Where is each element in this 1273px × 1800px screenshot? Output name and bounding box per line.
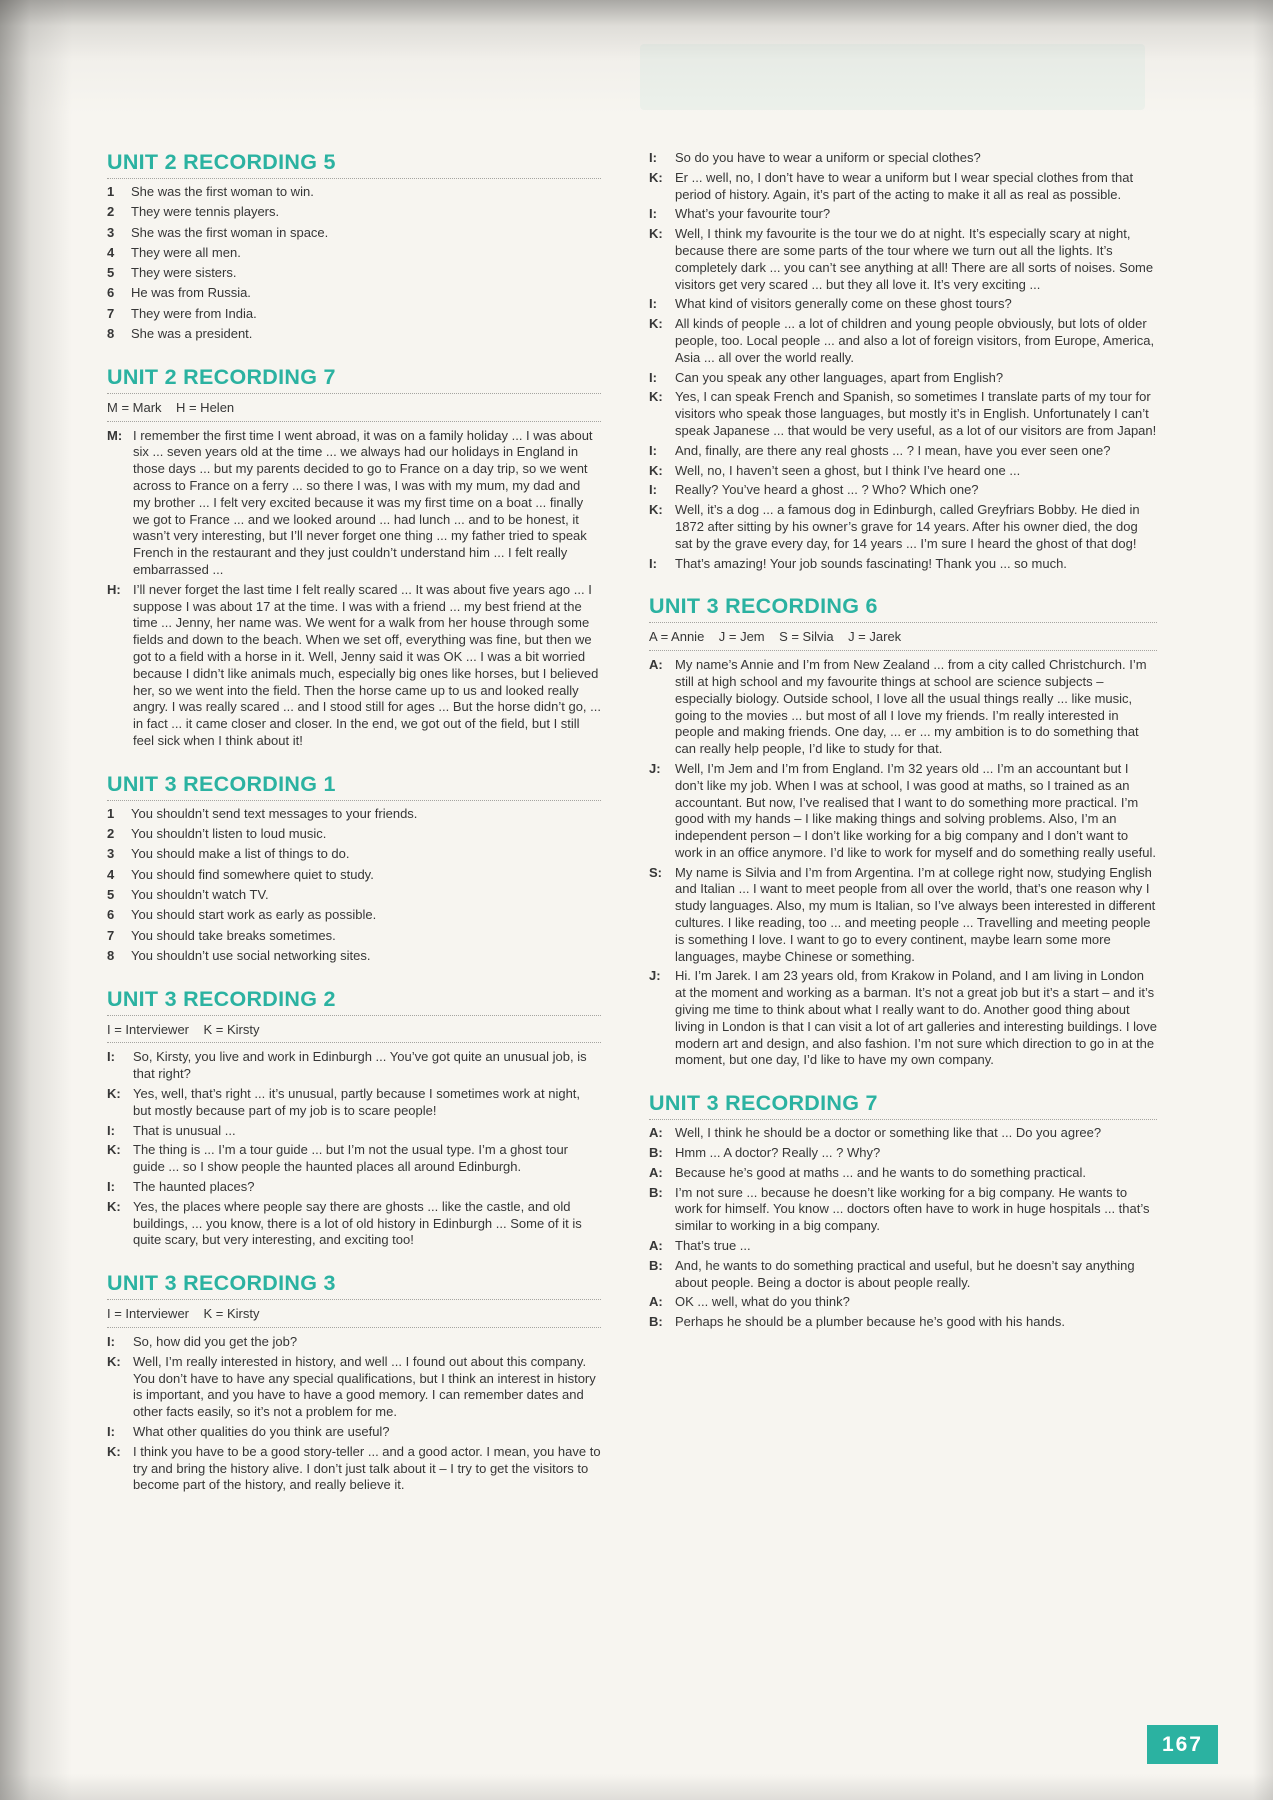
dialogue-turn: K: Well, I think my favourite is the tour we do at night. It’s especially scary at night, because there are some parts of the tour where we turn out all the lights. It’s completely dark ... you can’t see anything at all! There are all sorts of noises. Some visitors get very scared ... but they all love it. It’s very exciting ... [649, 226, 1154, 292]
speaker-label: B: [649, 1145, 663, 1161]
dialogue-turn: A: My name’s Annie and I’m from New Zealand ... from a city called Christchurch. I’m still at high school and my favourite things at school are science subjects – especially biology. Outside school, I love all the usual things really ... like music, going to the movies ... but most of all I love my friends. I’m really interested in people and making friends. One day, ... er ... my ambition is to do something that can really help people, I’d like to study for that. [649, 657, 1147, 757]
dialogue-turn: I: That’s amazing! Your job sounds fascinating! Thank you ... so much. [649, 555, 1067, 571]
item-number: 1 [107, 805, 115, 821]
item-number: 5 [107, 265, 115, 281]
item-number: 4 [107, 866, 115, 882]
speaker-label: I: [649, 555, 657, 571]
item-text: You should find somewhere quiet to study. [131, 866, 374, 882]
speaker-label: J: [649, 968, 661, 984]
scan-shadow-bottom [0, 1774, 1273, 1800]
dialogue-turn: A: That’s true ... [649, 1238, 751, 1254]
item-text: They were all men. [131, 244, 241, 260]
dialogue-turn: I: What kind of visitors generally come on these ghost tours? [649, 296, 1012, 312]
dialogue-turn: K: Yes, the places where people say there are ghosts ... like the castle, and old buildings, ... you know, there is a lot of old history in Edinburgh ... Some of it is quite scary, but very interesting, and exciting too! [107, 1198, 582, 1248]
dialogue-turn: M: I remember the first time I went abroad, it was on a family holiday ... I was about six ... seven years old at the time ... we always had our holidays in England in those days ... but my parents decided to go to France on a day trip, so we went across to France on a ferry ... so there I was, I was with my mum, my dad and my brother ... I felt very excited because it was my first time on a boat ... finally we got to France ... and we looked around ... had lunch ... and to be honest, it wasn’t very interesting, but I’ll never forget one thing ... my father tried to speak French in the restaurant and they just couldn’t understand him ... I felt really embarrassed ... [107, 427, 593, 578]
item-text: You should take breaks sometimes. [131, 927, 336, 943]
dialogue-turn: B: And, he wants to do something practical and useful, but he doesn’t say anything about people. Being a doctor is about people really. [649, 1257, 1135, 1290]
speaker-label: K: [107, 1086, 121, 1102]
page-bleed-artifact [640, 44, 1145, 110]
dialogue-turn: I: That is unusual ... [107, 1122, 236, 1138]
speaker-label: I: [649, 206, 657, 222]
dialogue-turn: K: Well, no, I haven’t seen a ghost, but I think I’ve heard one ... [649, 462, 1021, 478]
dialogue [649, 150, 1157, 572]
speaker-label: A: [649, 657, 663, 673]
item-text: She was the first woman to win. [131, 184, 314, 199]
speaker-label: I: [107, 1334, 115, 1350]
dialogue-turn: J: Well, I’m Jem and I’m from England. I’m 32 years old ... I’m an accountant but I don’t like my job. When I was at school, I was good at maths, so I trained as an accountant. But now, I’ve realised that I want to do something more practical. I’m good with my hands – I like making things and solving problems. Also, I’m an independent person – I don’t like working for a big company and I don’t want to work in an office anymore. I’d like to work for myself and do something really useful. [649, 760, 1156, 860]
dialogue-turn: A: Because he’s good at maths ... and he wants to do something practical. [649, 1164, 1086, 1180]
speaker-label: I: [107, 1424, 115, 1440]
dialogue-turn: B: Perhaps he should be a plumber because he’s good with his hands. [649, 1314, 1066, 1330]
dialogue-turn: I: Can you speak any other languages, apart from English? [649, 369, 1004, 385]
dialogue [107, 428, 601, 750]
speaker-label: K: [649, 169, 663, 185]
list-item [107, 326, 601, 343]
item-number: 4 [107, 244, 115, 260]
item-text: You should make a list of things to do. [131, 846, 350, 862]
right-column [649, 150, 1157, 1335]
list-item [107, 907, 601, 924]
section-heading: UNIT 3 RECORDING 7 [649, 1091, 1157, 1120]
dialogue-turn: I: What other qualities do you think are useful? [107, 1424, 390, 1440]
speaker-label: A: [649, 1238, 663, 1254]
item-text: You shouldn’t send text messages to your friends. [131, 805, 418, 821]
item-text: She was a president. [131, 326, 253, 342]
item-text: You shouldn’t use social networking sites. [131, 947, 371, 963]
dialogue-turn: H: I’ll never forget the last time I felt really scared ... It was about five years ago ... I suppose I was about 17 at the time. I was with a friend ... my best friend at the time ... Jenny, her name was. We went for a walk from her house through some fields and down to the beach. When we set off, everything was fine, but then we got to a field with a horse in it. Well, Jenny said it was OK ... I was a bit worried because I didn’t like animals much, especially big ones like horses, but I believed her, so we went into the field. Then the horse came up to us and looked really angry. I was really scared ... and I stood still for ages ... But the horse didn’t go, ... in fact ... it came closer and closer. In the end, we got out of the field, but I still feel sick when I think about it! [107, 581, 601, 749]
speaker-label: I: [107, 1179, 115, 1195]
item-number: 2 [107, 826, 115, 842]
dialogue-turn: K: Well, it’s a dog ... a famous dog in Edinburgh, called Greyfriars Bobby. He died in 1872 after sitting by his owner’s grave for 14 years. After his owner died, the dog sat by the grave every day, for 14 years ... I’m sure I heard the ghost of that dog! [649, 502, 1140, 551]
item-number: 7 [107, 927, 115, 943]
dialogue-turn: I: And, finally, are there any real ghosts ... ? I mean, have you ever seen one? [649, 442, 1111, 458]
dialogue-turn: B: Hmm ... A doctor? Really ... ? Why? [649, 1145, 881, 1161]
speaker-label: K: [649, 316, 663, 332]
speaker-legend: I = Interviewer K = Kirsty [107, 1021, 601, 1044]
section-heading: UNIT 3 RECORDING 6 [649, 594, 1157, 623]
item-number: 7 [107, 305, 115, 321]
list-item [107, 806, 601, 823]
speaker-label: M: [107, 427, 123, 443]
speaker-label: I: [649, 369, 657, 385]
item-number: 5 [107, 887, 115, 902]
scan-shadow-top [0, 0, 1273, 115]
speaker-label: K: [649, 389, 663, 405]
dialogue-turn: I: Really? You’ve heard a ghost ... ? Who? Which one? [649, 482, 979, 498]
numbered-list [107, 184, 601, 343]
item-number: 2 [107, 204, 115, 220]
speaker-label: I: [649, 296, 657, 312]
speaker-legend: M = Mark H = Helen [107, 399, 601, 422]
dialogue [649, 1125, 1157, 1331]
speaker-label: S: [649, 864, 662, 880]
item-text: She was the first woman in space. [131, 224, 329, 240]
dialogue-turn: K: The thing is ... I’m a tour guide ... but I’m not the usual type. I’m a ghost tour guide ... so I show people the haunted places all around Edinburgh. [107, 1142, 568, 1175]
speaker-label: B: [649, 1314, 663, 1330]
speaker-label: I: [649, 150, 657, 165]
speaker-label: K: [107, 1353, 121, 1369]
page-number: 167 [1147, 1725, 1218, 1764]
speaker-label: B: [649, 1257, 663, 1273]
dialogue-turn: K: Yes, I can speak French and Spanish, so sometimes I translate parts of my tour for visitors who speak those languages, but mostly it’s in English. Unfortunately I can’t speak Japanese ... that would be very useful, as a lot of our visitors are from Japan! [649, 389, 1157, 438]
dialogue-turn: K: Er ... well, no, I don’t have to wear a uniform but I wear special clothes from that period of history. Again, it’s part of the acting to make it all as real as possible. [649, 169, 1134, 202]
dialogue [107, 1334, 601, 1494]
dialogue [649, 657, 1157, 1069]
speaker-label: I: [649, 482, 657, 498]
list-item [107, 867, 601, 884]
list-item [107, 184, 601, 201]
item-text: You shouldn’t watch TV. [131, 887, 269, 902]
item-number: 8 [107, 947, 115, 963]
item-number: 3 [107, 846, 115, 862]
left-column [107, 150, 601, 1498]
item-text: You should start work as early as possible. [131, 907, 377, 923]
list-item [107, 948, 601, 965]
dialogue-turn: I: The haunted places? [107, 1179, 255, 1195]
speaker-label: A: [649, 1294, 663, 1310]
speaker-label: K: [107, 1198, 121, 1214]
list-item [107, 306, 601, 323]
dialogue-turn: K: I think you have to be a good story-teller ... and a good actor. I mean, you have to try and bring the history alive. I don’t just talk about it – I try to get the visitors to become part of the history, and really believe it. [107, 1443, 601, 1493]
speaker-label: A: [649, 1164, 663, 1180]
speaker-label: H: [107, 581, 121, 597]
dialogue-turn: I: So, Kirsty, you live and work in Edinburgh ... You’ve got quite an unusual job, is that right? [107, 1049, 587, 1082]
list-item [107, 245, 601, 262]
list-item [107, 928, 601, 945]
item-number: 6 [107, 285, 115, 301]
speaker-label: I: [107, 1049, 115, 1065]
speaker-label: K: [107, 1142, 121, 1158]
dialogue-turn: A: OK ... well, what do you think? [649, 1294, 850, 1310]
speaker-label: I: [649, 442, 657, 458]
dialogue-turn: B: I’m not sure ... because he doesn’t like working for a big company. He wants to work for himself. You know ... doctors often have to work in huge hospitals ... that’s similar to working in a big company. [649, 1184, 1150, 1234]
list-item [107, 826, 601, 843]
speaker-label: I: [107, 1122, 115, 1138]
section-heading: UNIT 3 RECORDING 3 [107, 1271, 601, 1300]
speaker-label: K: [649, 226, 663, 242]
dialogue-turn: A: Well, I think he should be a doctor or something like that ... Do you agree? [649, 1125, 1102, 1141]
item-text: He was from Russia. [131, 285, 251, 301]
dialogue [107, 1049, 601, 1249]
speaker-legend: A = Annie J = Jem S = Silvia J = Jarek [649, 628, 1157, 651]
item-text: You shouldn’t listen to loud music. [131, 826, 327, 842]
dialogue-turn: S: My name is Silvia and I’m from Argentina. I’m at college right now, studying English and Italian ... I want to meet people from all over the world, that’s one reason why I study languages. Also, my mum is Italian, so I’ve always been interested in different cultures. I like reading, too ... and meeting people ... Travelling and meeting people is something I love. I want to go to every continent, maybe learn some more languages, maybe Chinese or something. [649, 864, 1156, 964]
numbered-list [107, 806, 601, 965]
list-item [107, 204, 601, 221]
scan-shadow-left [0, 0, 72, 1800]
dialogue-turn: K: All kinds of people ... a lot of children and young people obviously, but lots of older people, too. Local people ... and also a lot of foreign visitors, from Europe, America, Asia ... all over the world really. [649, 316, 1155, 365]
dialogue-turn: I: So, how did you get the job? [107, 1334, 298, 1350]
scan-shadow-right [1253, 0, 1273, 1800]
section-heading: UNIT 3 RECORDING 1 [107, 772, 601, 801]
speaker-legend: I = Interviewer K = Kirsty [107, 1305, 601, 1328]
dialogue-turn: K: Well, I’m really interested in history, and well ... I found out about this company. You don’t have to have any special qualifications, but I think an interest in history is important, and you have to have a good memory. I can remember dates and other facts easily, so it’s not a problem for me. [107, 1353, 596, 1420]
speaker-label: A: [649, 1125, 663, 1141]
item-text: They were from India. [131, 305, 257, 321]
item-text: They were tennis players. [131, 204, 280, 220]
list-item [107, 225, 601, 242]
speaker-label: K: [107, 1443, 121, 1459]
speaker-label: K: [649, 462, 663, 478]
dialogue-turn: K: Yes, well, that’s right ... it’s unusual, partly because I sometimes work at night, but mostly because part of my job is to scare people! [107, 1086, 581, 1118]
speaker-label: K: [649, 502, 663, 518]
list-item [107, 846, 601, 863]
speaker-label: J: [649, 760, 661, 776]
dialogue-turn: I: So do you have to wear a uniform or special clothes? [649, 150, 981, 165]
list-item [107, 887, 601, 904]
item-number: 1 [107, 184, 115, 199]
item-number: 6 [107, 907, 115, 923]
dialogue-turn: J: Hi. I’m Jarek. I am 23 years old, from Krakow in Poland, and I am living in London at the moment and working as a barman. It’s not a great job but it’s a start – and it’s giving me time to think about what I really want to do. Another good thing about living in London is that I can visit a lot of art galleries and interesting buildings. I love modern art and design, and also fashion. I’m not sure which direction to go in at the moment, but one day, I’d like to have my own company. [649, 968, 1157, 1068]
item-number: 8 [107, 326, 115, 342]
item-number: 3 [107, 224, 115, 240]
section-heading: UNIT 2 RECORDING 5 [107, 150, 601, 179]
section-heading: UNIT 2 RECORDING 7 [107, 365, 601, 394]
dialogue-turn: I: What’s your favourite tour? [649, 206, 831, 222]
speaker-label: B: [649, 1184, 663, 1200]
list-item [107, 285, 601, 302]
list-item [107, 265, 601, 282]
item-text: They were sisters. [131, 265, 237, 281]
section-heading: UNIT 3 RECORDING 2 [107, 987, 601, 1016]
